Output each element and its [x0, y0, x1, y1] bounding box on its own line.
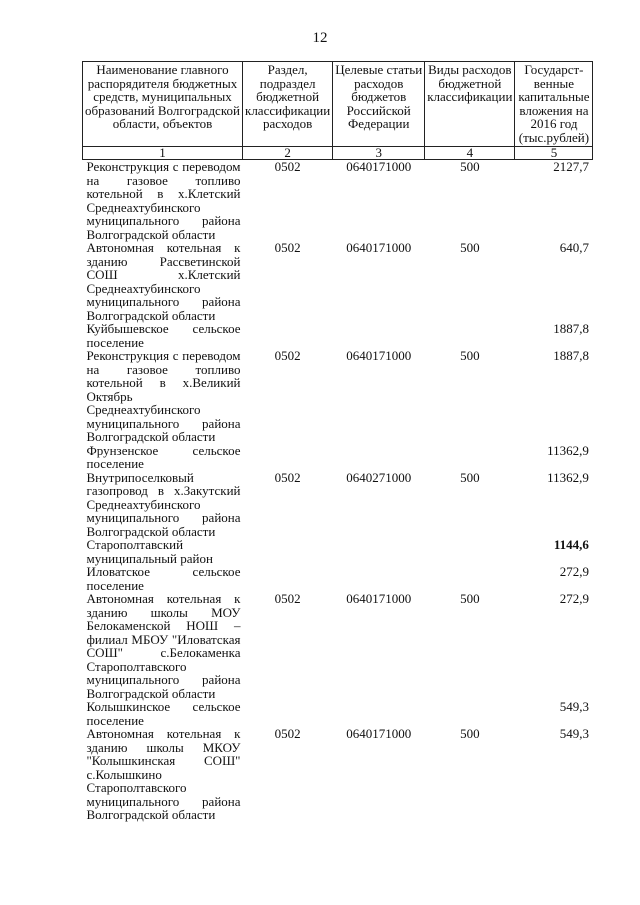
header-amount: Государственные капитальные вложения на 2016 год (тыс.рублей): [515, 62, 593, 147]
row-type-cell: [425, 700, 515, 727]
row-section-cell: [243, 565, 333, 592]
row-type-cell: 500: [460, 726, 480, 741]
row-amount-cell: 549,3: [559, 726, 589, 741]
table-row: [83, 322, 593, 349]
table-row: [83, 241, 593, 322]
row-name-cell: Куйбышевское сельское поселение: [86, 321, 241, 350]
row-target-cell: 0640171000: [346, 348, 412, 363]
row-type-cell: 500: [460, 591, 480, 606]
row-amount-cell: 272,9: [559, 564, 589, 579]
row-type-cell: 500: [460, 240, 480, 255]
row-target-cell: 0640171000: [346, 726, 412, 741]
column-number: 3: [333, 147, 425, 160]
row-section-cell: 0502: [274, 591, 301, 606]
row-name-cell: Реконструкция с переводом на газовое топливо котельной в х.Великий Октябрь Среднеахтубинского муниципального района Волгоградской области: [86, 348, 241, 444]
row-target-cell: [333, 565, 425, 592]
table-row: [83, 700, 593, 727]
header-section: Раздел, подраздел бюджетной классификации расходов: [243, 62, 333, 147]
row-type-cell: [425, 538, 515, 565]
row-type-cell: 500: [460, 469, 480, 485]
row-amount-cell: 549,3: [559, 699, 589, 714]
row-target-cell: 0640271000: [346, 469, 412, 485]
table-row: [83, 565, 593, 592]
row-amount-cell: 272,9: [559, 591, 589, 606]
row-target-cell: 0640171000: [346, 159, 412, 174]
column-number: 5: [515, 147, 593, 160]
row-type-cell: 500: [460, 348, 480, 363]
table-row: [83, 444, 593, 471]
row-name-cell: Автономная котельная к зданию школы МКОУ "Колышкинская СОШ" с.Колышкино Старополтавского муниципального района Волгоградской области: [86, 726, 241, 822]
row-name-cell: Фрунзенское сельское поселение: [86, 442, 241, 471]
row-section-cell: [243, 538, 333, 565]
column-number: 2: [243, 147, 333, 160]
row-section-cell: 0502: [274, 240, 301, 255]
row-type-cell: [425, 565, 515, 592]
row-amount-cell: 11362,9: [547, 442, 589, 458]
table-body: [83, 160, 593, 822]
column-number: 4: [425, 147, 515, 160]
row-target-cell: [333, 700, 425, 727]
row-target-cell: [333, 322, 425, 349]
row-name-cell: Иловатское сельское поселение: [86, 564, 241, 593]
column-number: 1: [83, 147, 243, 160]
row-target-cell: 0640171000: [346, 591, 412, 606]
row-section-cell: [243, 700, 333, 727]
row-section-cell: 0502: [274, 726, 301, 741]
header-row: [83, 62, 593, 147]
row-target-cell: [333, 444, 425, 471]
row-name-cell: Старополтавский муниципальный район: [86, 537, 213, 566]
row-amount-cell: 640,7: [559, 240, 589, 255]
row-amount-cell: 11362,9: [547, 469, 589, 485]
table-row: [83, 160, 593, 242]
row-type-cell: 500: [460, 159, 480, 174]
row-section-cell: [243, 322, 333, 349]
row-type-cell: [425, 322, 515, 349]
table-row: [83, 471, 593, 539]
row-target-cell: [333, 538, 425, 565]
row-section-cell: 0502: [274, 348, 301, 363]
header-target: Целевые статьи расходов бюджетов Российской Федерации: [333, 62, 425, 147]
table-row: [83, 727, 593, 822]
row-amount-cell: 1144,6: [553, 537, 589, 552]
budget-table: [82, 61, 593, 822]
row-section-cell: 0502: [274, 469, 301, 485]
row-section-cell: [243, 444, 333, 471]
row-name-cell: Реконструкция с переводом на газовое топливо котельной в х.Клетский Среднеахтубинского муниципального района Волгоградской области: [86, 159, 241, 242]
row-name-cell: Автономная котельная к зданию школы МОУ Белокаменской НОШ – филиал МБОУ "Иловатская СОШ" с.Белокаменка Старополтавского муниципального района Волгоградской области: [86, 591, 241, 701]
header-name: Наименование главного распорядителя бюджетных средств, муниципальных образований Волгоградской области, объектов: [83, 62, 243, 147]
header-type: Виды расходов бюджетной классификации: [425, 62, 515, 147]
row-amount-cell: 1887,8: [553, 321, 589, 336]
page-number: 12: [312, 30, 328, 46]
table-row: [83, 592, 593, 700]
table-row: [83, 349, 593, 444]
column-number-row: [83, 147, 593, 160]
row-name-cell: Колышкинское сельское поселение: [86, 699, 241, 728]
row-type-cell: [425, 444, 515, 471]
row-name-cell: Внутрипоселковый газопровод в х.Закутский Среднеахтубинского муниципального района Волгоградской области: [86, 469, 241, 539]
row-target-cell: 0640171000: [346, 240, 412, 255]
row-name-cell: Автономная котельная к зданию Рассветинской СОШ х.Клетский Среднеахтубинского муниципального района Волгоградской области: [86, 240, 241, 323]
row-amount-cell: 1887,8: [553, 348, 589, 363]
row-section-cell: 0502: [274, 159, 301, 174]
table-row: [83, 538, 593, 565]
row-amount-cell: 2127,7: [553, 159, 589, 174]
